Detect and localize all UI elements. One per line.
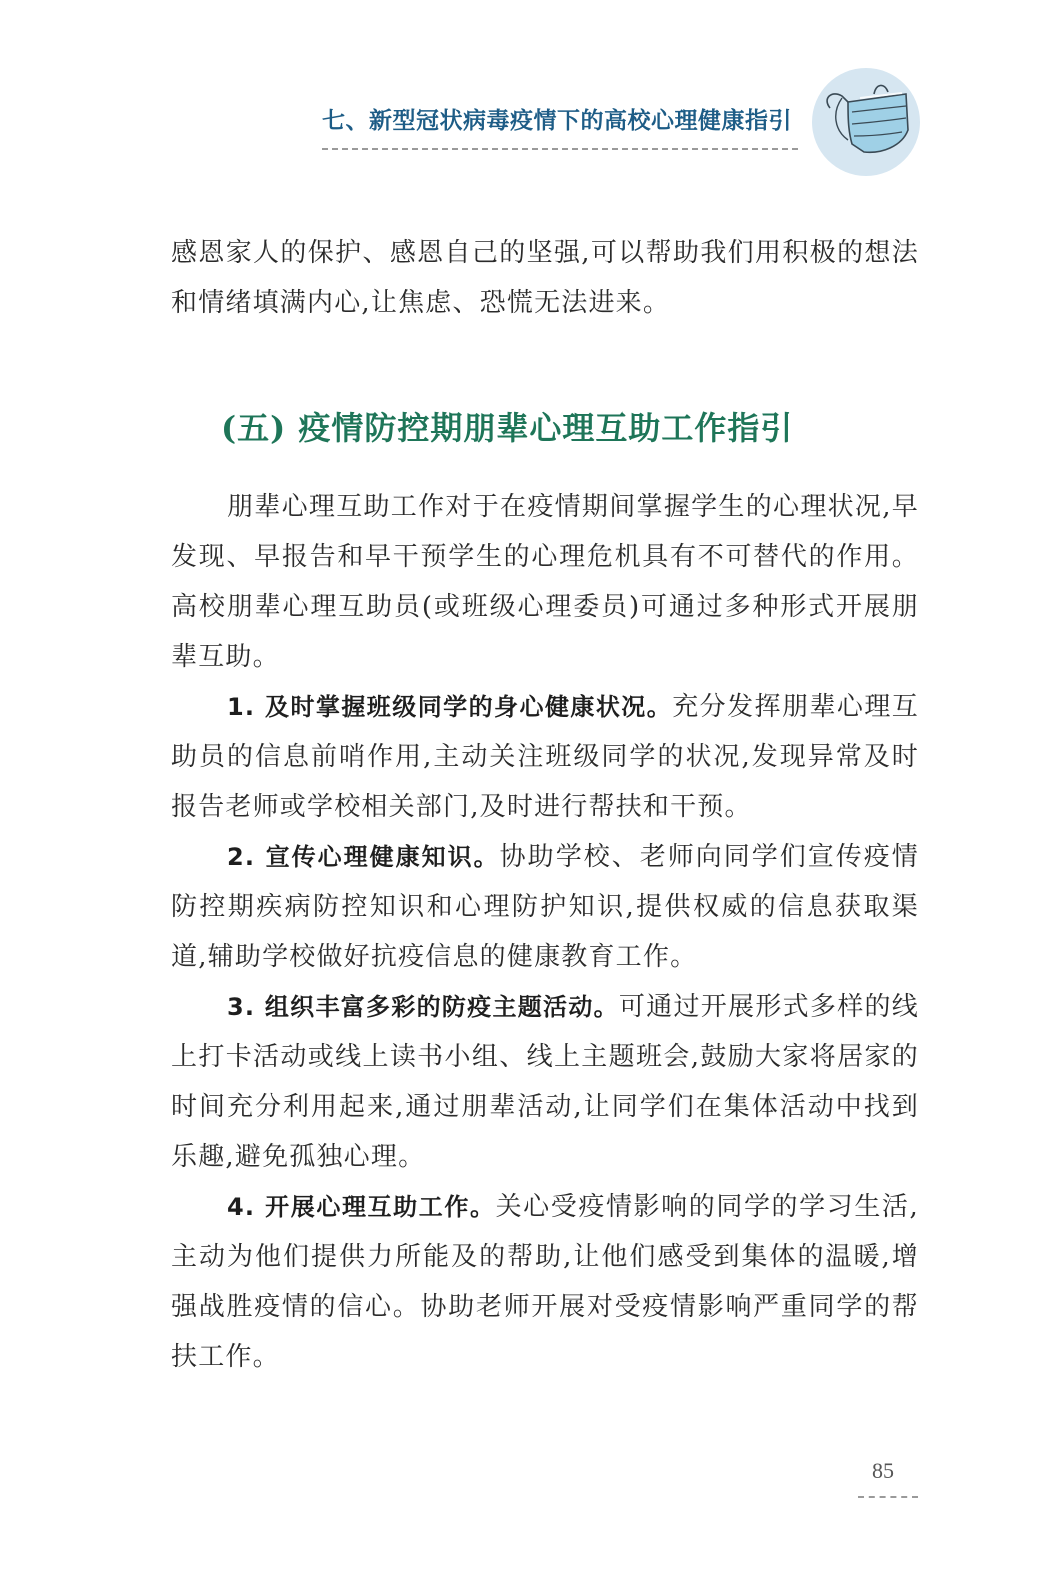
list-item-text: 可通过开展形式多样的线上打卡活动或线上读书小组、线上主题班会,鼓励大家将居家的时间充分利用起来,通过朋辈活动,让同学们在集体活动中找到乐趣,避免孤独心理。 (171, 992, 919, 1172)
intro-continuation-paragraph: 感恩家人的保护、感恩自己的坚强,可以帮助我们用积极的想法和情绪填满内心,让焦虑、恐慌无法进来。 (171, 238, 919, 318)
section-intro-paragraph: 朋辈心理互助工作对于在疫情期间掌握学生的心理状况,早发现、早报告和早干预学生的心理危机具有不可替代的作用。高校朋辈心理互助员(或班级心理委员)可通过多种形式开展朋辈互助。 (171, 492, 919, 672)
list-item (171, 982, 919, 1182)
list-item-lead: 1. 及时掌握班级同学的身心健康状况。 (227, 693, 673, 721)
header-dashed-rule (322, 148, 798, 150)
running-header (322, 104, 802, 150)
list-item-lead: 2. 宣传心理健康知识。 (227, 843, 500, 871)
list-item (171, 1182, 919, 1382)
list-item-text: 协助学校、老师向同学们宣传疫情防控期疾病防控知识和心理防护知识,提供权威的信息获取渠道,辅助学校做好抗疫信息的健康教育工作。 (171, 842, 919, 972)
list-item-text: 关心受疫情影响的同学的学习生活,主动为他们提供力所能及的帮助,让他们感受到集体的温暖,增强战胜疫情的信心。协助老师开展对受疫情影响严重同学的帮扶工作。 (171, 1192, 919, 1372)
section-heading: (五) 疫情防控期朋辈心理互助工作指引 (221, 409, 794, 447)
page-body (171, 228, 919, 1382)
list-item (171, 682, 919, 832)
footer-dashed-rule (858, 1496, 918, 1498)
page-number: 85 (872, 1458, 894, 1483)
list-item-lead: 4. 开展心理互助工作。 (227, 1193, 496, 1221)
list-item-text: 充分发挥朋辈心理互助员的信息前哨作用,主动关注班级同学的状况,发现异常及时报告老师或学校相关部门,及时进行帮扶和干预。 (171, 692, 919, 822)
face-mask-icon (812, 68, 920, 176)
list-item-lead: 3. 组织丰富多彩的防疫主题活动。 (227, 993, 619, 1021)
chapter-title: 七、新型冠状病毒疫情下的高校心理健康指引 (322, 107, 792, 134)
list-item (171, 832, 919, 982)
